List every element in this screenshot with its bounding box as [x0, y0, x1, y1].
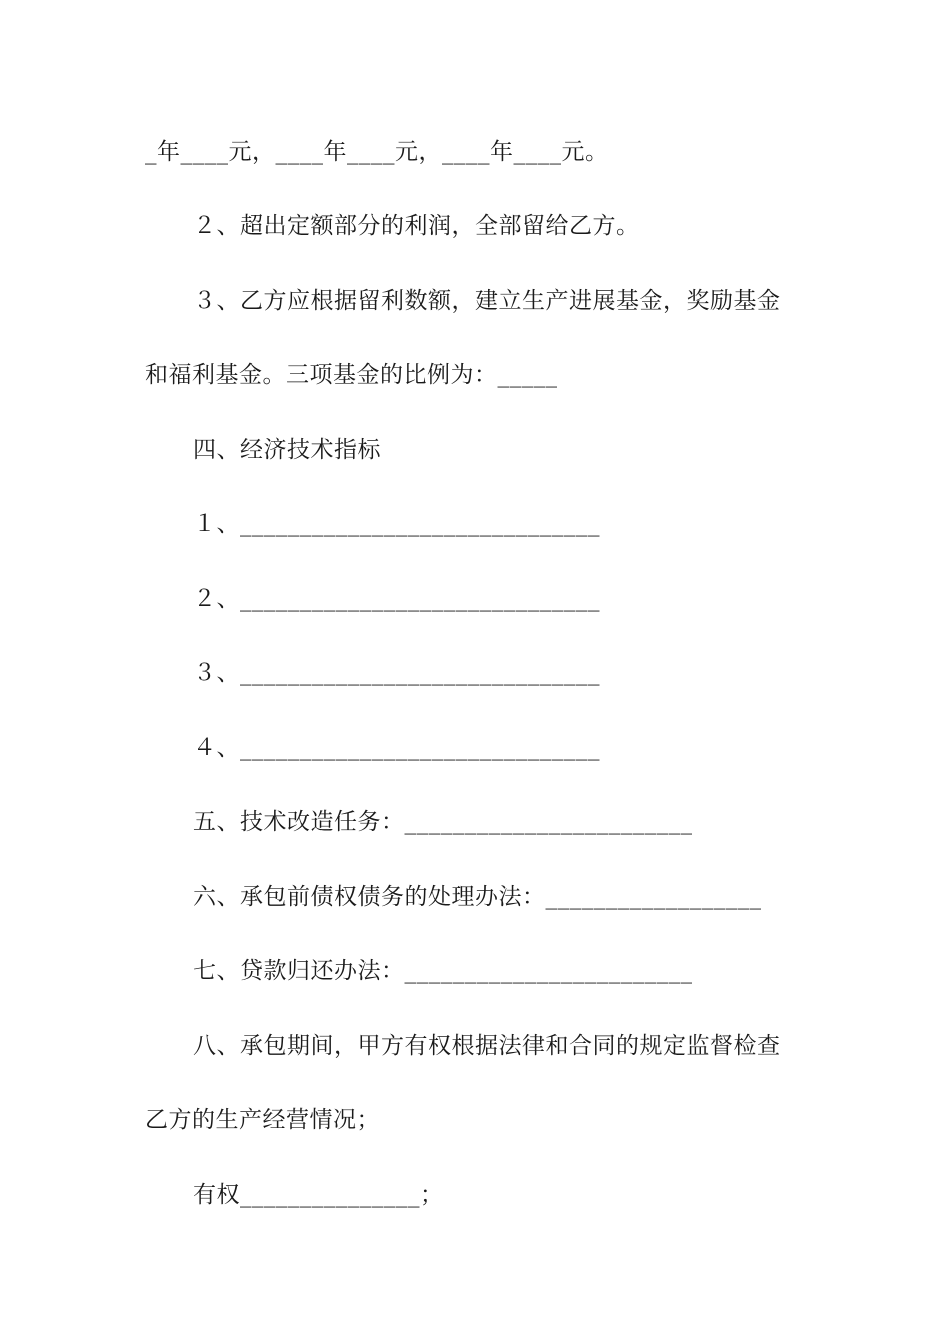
indicator-item-4: ４、______________________________: [193, 735, 600, 761]
paragraph-rights: 有权_______________；: [193, 1182, 444, 1208]
section-supervision-line-2: 乙方的生产经营情况；: [145, 1107, 380, 1133]
paragraph-profit-years: _年____元，____年____元，____年____元。: [145, 139, 609, 165]
paragraph-funds-line-1: ３、乙方应根据留利数额，建立生产进展基金，奖励基金: [193, 288, 781, 314]
section-debt-handling: 六、承包前债权债务的处理办法：__________________: [193, 884, 762, 910]
section-supervision-line-1: 八、承包期间，甲方有权根据法律和合同的规定监督检查: [193, 1033, 781, 1059]
indicator-item-3: ３、______________________________: [193, 660, 600, 686]
indicator-item-2: ２、______________________________: [193, 586, 600, 612]
section-loan-repayment: 七、贷款归还办法：________________________: [193, 958, 693, 984]
section-tech-renovation: 五、技术改造任务：________________________: [193, 809, 693, 835]
indicator-item-1: １、______________________________: [193, 511, 600, 537]
section-heading-indicators: 四、经济技术指标: [193, 437, 381, 463]
paragraph-excess-profit: ２、超出定额部分的利润，全部留给乙方。: [193, 213, 640, 239]
paragraph-funds-line-2: 和福利基金。三项基金的比例为：_____: [145, 362, 558, 388]
